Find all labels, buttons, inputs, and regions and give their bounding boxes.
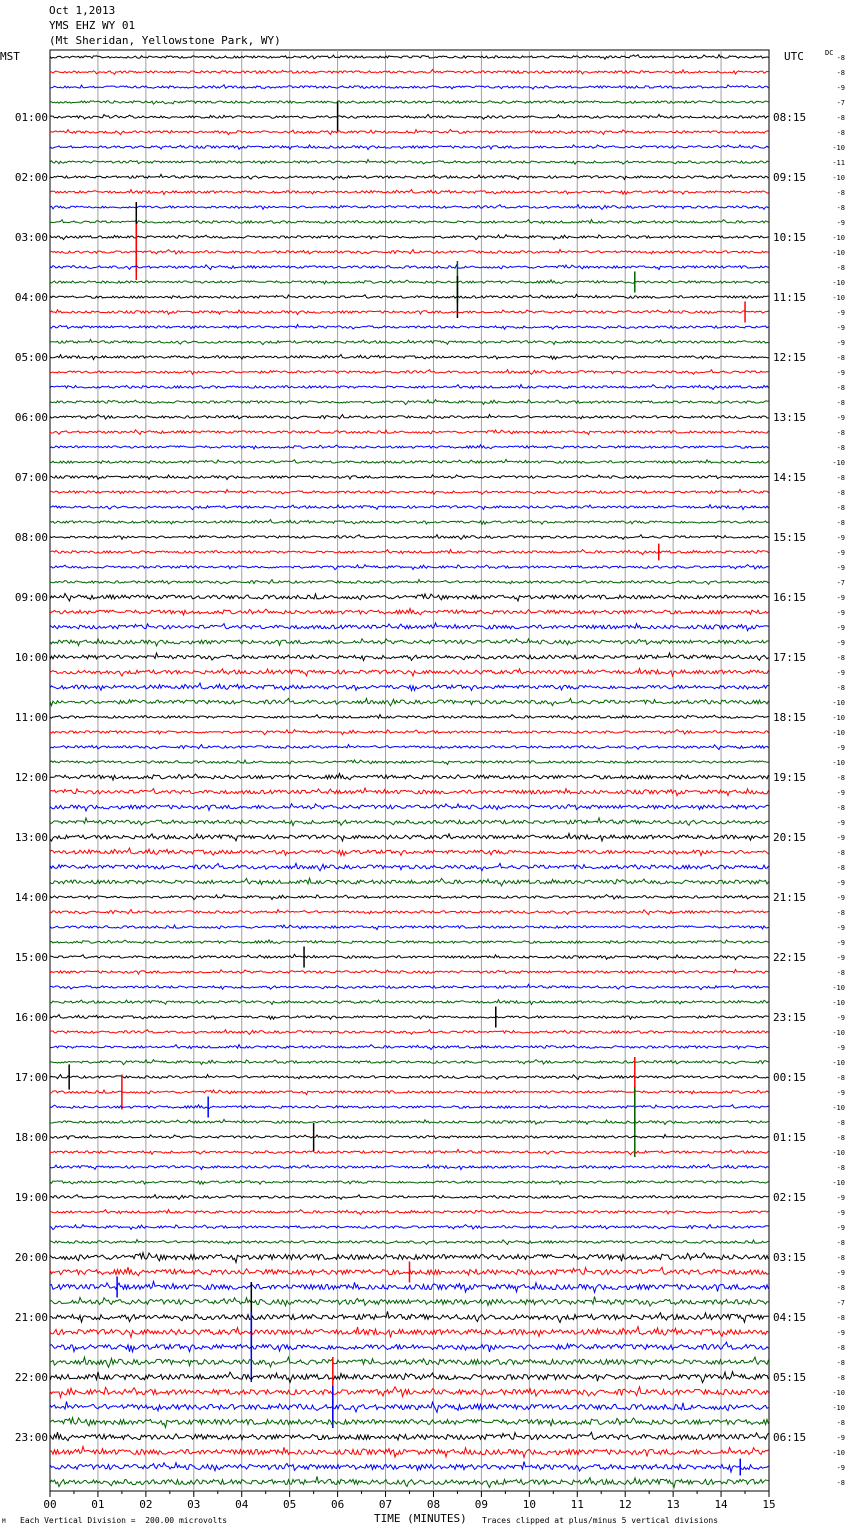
- seismic-trace: [50, 639, 769, 646]
- seismic-trace: [50, 430, 769, 435]
- seismic-trace: [50, 1476, 769, 1487]
- seismic-trace: [50, 1418, 769, 1428]
- dc-offset-label: -10: [832, 294, 845, 302]
- seismic-trace: [50, 1105, 769, 1109]
- seismic-trace: [50, 1195, 769, 1200]
- seismic-trace: [50, 1045, 769, 1050]
- mst-axis-title: MST: [0, 50, 20, 63]
- dc-offset-label: -8: [836, 69, 845, 77]
- dc-offset-label: -8: [836, 54, 845, 62]
- dc-offset-label: -9: [836, 84, 845, 92]
- seismic-trace: [50, 190, 769, 195]
- x-tick-label: 13: [666, 1498, 680, 1511]
- mst-hour-label: 18:00: [14, 1131, 48, 1144]
- dc-offset-label: -7: [836, 579, 845, 587]
- x-tick-label: 14: [714, 1498, 728, 1511]
- seismic-trace: [50, 339, 769, 344]
- dc-offset-label: -8: [836, 684, 845, 692]
- dc-offset-label: -8: [836, 969, 845, 977]
- mst-hour-label: 22:00: [14, 1371, 48, 1384]
- seismic-trace: [50, 970, 769, 975]
- seismic-trace: [50, 475, 769, 480]
- seismic-trace: [50, 294, 769, 298]
- dc-offset-label: -8: [836, 1239, 845, 1247]
- x-tick-label: 15: [762, 1498, 776, 1511]
- dc-offset-label: -7: [836, 99, 845, 107]
- seismic-trace: [50, 668, 769, 676]
- mst-hour-label: 07:00: [14, 471, 48, 484]
- dc-offset-label: -8: [836, 114, 845, 122]
- dc-offset-label: -9: [836, 414, 845, 422]
- dc-offset-label: -8: [836, 804, 845, 812]
- seismic-trace: [50, 1240, 769, 1245]
- dc-offset-label: -10: [832, 459, 845, 467]
- dc-offset-label: -10: [832, 1149, 845, 1157]
- seismic-trace: [50, 1402, 769, 1413]
- x-tick-label: 01: [91, 1498, 105, 1511]
- dc-offset-label: -8: [836, 1344, 845, 1352]
- dc-offset-label: -9: [836, 1089, 845, 1097]
- seismic-trace: [50, 1149, 769, 1154]
- seismic-trace: [50, 1181, 769, 1185]
- dc-offset-label: -9: [836, 939, 845, 947]
- mst-hour-label: 23:00: [14, 1431, 48, 1444]
- seismic-trace: [50, 174, 769, 179]
- seismic-trace: [50, 1253, 769, 1263]
- dc-offset-label: -10: [832, 759, 845, 767]
- mst-hour-label: 08:00: [14, 531, 48, 544]
- seismic-trace: [50, 1342, 769, 1352]
- x-axis-title: TIME (MINUTES): [374, 1512, 467, 1525]
- seismic-trace: [50, 848, 769, 856]
- seismic-trace: [50, 788, 769, 796]
- dc-offset-label: -9: [836, 954, 845, 962]
- dc-offset-label: -10: [832, 144, 845, 152]
- seismic-trace: [50, 535, 769, 540]
- seismic-trace: [50, 1462, 769, 1473]
- location-header: (Mt Sheridan, Yellowstone Park, WY): [49, 34, 281, 47]
- seismic-trace: [50, 954, 769, 959]
- seismic-trace: [50, 774, 769, 781]
- seismic-trace: [50, 85, 769, 89]
- utc-axis-title: UTC: [784, 50, 804, 63]
- dc-offset-label: -9: [836, 324, 845, 332]
- mst-hour-label: 13:00: [14, 831, 48, 844]
- dc-offset-label: -8: [836, 1374, 845, 1382]
- x-tick-label: 08: [426, 1498, 441, 1511]
- mst-hour-label: 20:00: [14, 1251, 48, 1264]
- seismic-trace: [50, 1210, 769, 1215]
- seismic-trace: [50, 1297, 769, 1307]
- dc-offset-label: -8: [836, 204, 845, 212]
- seismic-trace: [50, 609, 769, 616]
- seismic-trace: [50, 925, 769, 930]
- seismic-trace: [50, 310, 769, 315]
- utc-hour-label: 16:15: [773, 591, 807, 604]
- dc-offset-label: -10: [832, 1449, 845, 1457]
- dc-offset-label: -10: [832, 714, 845, 722]
- utc-hour-label: 23:15: [773, 1011, 807, 1024]
- x-tick-label: 02: [139, 1498, 153, 1511]
- seismic-trace: [50, 1357, 769, 1367]
- utc-hour-label: 12:15: [773, 351, 807, 364]
- mst-hour-label: 12:00: [14, 771, 48, 784]
- dc-offset-label: -10: [832, 999, 845, 1007]
- dc-offset-label: -10: [832, 729, 845, 737]
- seismic-trace: [50, 565, 769, 570]
- date-header: Oct 1,2013: [49, 4, 116, 17]
- seismic-trace: [50, 325, 769, 330]
- dc-offset-label: -10: [832, 249, 845, 257]
- seismic-trace: [50, 355, 769, 360]
- dc-offset-label: -9: [836, 339, 845, 347]
- dc-offset-label: -8: [836, 864, 845, 872]
- clip-note: Traces clipped at plus/minus 5 vertical divisions: [482, 1516, 719, 1525]
- dc-offset-label: -8: [836, 264, 845, 272]
- seismic-trace: [50, 878, 769, 886]
- seismic-trace: [50, 160, 769, 165]
- x-tick-label: 00: [43, 1498, 57, 1511]
- dc-offset-label: -10: [832, 1104, 845, 1112]
- mst-hour-label: 21:00: [14, 1311, 48, 1324]
- seismic-trace: [50, 114, 769, 119]
- utc-hour-label: 11:15: [773, 291, 807, 304]
- dc-offset-label: -9: [836, 1329, 845, 1337]
- dc-offset-label: -8: [836, 1314, 845, 1322]
- dc-offset-label: -11: [832, 159, 845, 167]
- dc-offset-label: -9: [836, 1269, 845, 1277]
- seismic-trace: [50, 1327, 769, 1338]
- dc-offset-label: -8: [836, 849, 845, 857]
- dc-offset-label: -8: [836, 1119, 845, 1127]
- seismic-trace: [50, 205, 769, 210]
- x-tick-label: 10: [522, 1498, 536, 1511]
- dc-offset-label: -9: [836, 834, 845, 842]
- seismic-trace: [50, 1119, 769, 1124]
- dc-offset-label: -8: [836, 1419, 845, 1427]
- seismic-trace: [50, 760, 769, 765]
- utc-hour-label: 10:15: [773, 231, 807, 244]
- utc-hour-label: 15:15: [773, 531, 807, 544]
- utc-hour-label: 05:15: [773, 1371, 807, 1384]
- dc-offset-label: -8: [836, 489, 845, 497]
- utc-hour-label: 02:15: [773, 1191, 807, 1204]
- seismic-trace: [50, 745, 769, 750]
- utc-hour-label: 20:15: [773, 831, 807, 844]
- dc-offset-label: -10: [832, 1029, 845, 1037]
- seismic-trace: [50, 804, 769, 811]
- seismic-trace: [50, 385, 769, 390]
- watermark: M: [2, 1518, 6, 1525]
- dc-offset-label: -9: [836, 1209, 845, 1217]
- dc-offset-label: -10: [832, 234, 845, 242]
- scale-note: Each Vertical Division = 200.00 microvolts: [20, 1516, 228, 1525]
- utc-hour-label: 03:15: [773, 1251, 807, 1264]
- utc-hour-label: 01:15: [773, 1131, 807, 1144]
- utc-hour-label: 19:15: [773, 771, 807, 784]
- mst-hour-label: 16:00: [14, 1011, 48, 1024]
- station-header: YMS EHZ WY 01: [49, 19, 136, 32]
- dc-offset-label: -10: [832, 1389, 845, 1397]
- seismic-trace: [50, 250, 769, 255]
- seismic-trace: [50, 1165, 769, 1170]
- dc-offset-label: -8: [836, 399, 845, 407]
- utc-hour-label: 22:15: [773, 951, 807, 964]
- seismic-trace: [50, 55, 769, 60]
- x-tick-label: 07: [378, 1498, 393, 1511]
- x-tick-label: 11: [570, 1498, 584, 1511]
- seismic-trace: [50, 1281, 769, 1292]
- dc-offset-label: -9: [836, 894, 845, 902]
- mst-hour-label: 02:00: [14, 171, 48, 184]
- seismic-trace: [50, 445, 769, 449]
- seismic-trace: [50, 1000, 769, 1005]
- x-tick-label: 06: [330, 1498, 345, 1511]
- dc-offset-label: -8: [836, 504, 845, 512]
- seismic-trace: [50, 220, 769, 224]
- seismic-trace: [50, 623, 769, 631]
- dc-offset-label: -8: [836, 519, 845, 527]
- dc-label: DC: [825, 49, 834, 57]
- seismic-trace: [50, 1060, 769, 1065]
- dc-offset-label: -7: [836, 1299, 845, 1307]
- dc-offset-label: -8: [836, 1074, 845, 1082]
- seismic-trace: [50, 715, 769, 720]
- seismic-trace: [50, 70, 769, 75]
- seismic-trace: [50, 594, 769, 602]
- seismic-trace: [50, 1225, 769, 1230]
- seismic-trace: [50, 1432, 769, 1441]
- mst-hour-label: 14:00: [14, 891, 48, 904]
- seismic-trace: [50, 101, 769, 104]
- utc-hour-label: 00:15: [773, 1071, 807, 1084]
- dc-offset-label: -8: [836, 909, 845, 917]
- dc-offset-label: -9: [836, 924, 845, 932]
- mst-hour-label: 15:00: [14, 951, 48, 964]
- dc-offset-label: -8: [836, 444, 845, 452]
- dc-offset-label: -8: [836, 1359, 845, 1367]
- utc-hour-label: 04:15: [773, 1311, 807, 1324]
- dc-offset-label: -9: [836, 1044, 845, 1052]
- seismic-trace: [50, 1311, 769, 1322]
- seismic-trace: [50, 833, 769, 841]
- mst-hour-label: 01:00: [14, 111, 48, 124]
- utc-hour-label: 14:15: [773, 471, 807, 484]
- dc-offset-label: -8: [836, 1479, 845, 1487]
- seismic-trace: [50, 1372, 769, 1383]
- x-tick-label: 03: [187, 1498, 201, 1511]
- seismic-trace: [50, 520, 769, 525]
- seismic-trace: [50, 940, 769, 944]
- dc-offset-label: -9: [836, 534, 845, 542]
- dc-offset-label: -8: [836, 1164, 845, 1172]
- seismic-trace: [50, 984, 769, 989]
- dc-offset-label: -9: [836, 219, 845, 227]
- seismic-trace: [50, 863, 769, 870]
- mst-hour-label: 17:00: [14, 1071, 48, 1084]
- dc-offset-label: -8: [836, 429, 845, 437]
- dc-offset-label: -9: [836, 744, 845, 752]
- dc-offset-label: -9: [836, 639, 845, 647]
- seismic-trace: [50, 653, 769, 661]
- seismic-trace: [50, 1387, 769, 1398]
- dc-offset-label: -10: [832, 1059, 845, 1067]
- seismic-trace: [50, 698, 769, 705]
- utc-hour-label: 09:15: [773, 171, 807, 184]
- utc-hour-label: 18:15: [773, 711, 807, 724]
- seismic-trace: [50, 415, 769, 420]
- utc-hour-label: 13:15: [773, 411, 807, 424]
- mst-hour-label: 04:00: [14, 291, 48, 304]
- mst-hour-label: 19:00: [14, 1191, 48, 1204]
- dc-offset-label: -8: [836, 1284, 845, 1292]
- seismic-trace: [50, 1015, 769, 1020]
- seismic-trace: [50, 489, 769, 494]
- dc-offset-label: -8: [836, 774, 845, 782]
- dc-offset-label: -10: [832, 699, 845, 707]
- dc-offset-label: -8: [836, 1254, 845, 1262]
- mst-hour-label: 10:00: [14, 651, 48, 664]
- dc-offset-label: -9: [836, 1194, 845, 1202]
- seismic-trace: [50, 370, 769, 375]
- seismic-trace: [50, 730, 769, 735]
- seismic-trace: [50, 895, 769, 900]
- x-tick-label: 04: [235, 1498, 249, 1511]
- dc-offset-label: -10: [832, 984, 845, 992]
- utc-hour-label: 17:15: [773, 651, 807, 664]
- dc-offset-label: -9: [836, 609, 845, 617]
- seismic-trace: [50, 265, 769, 270]
- dc-offset-label: -10: [832, 1404, 845, 1412]
- x-tick-label: 05: [283, 1498, 297, 1511]
- dc-offset-label: -9: [836, 564, 845, 572]
- seismic-trace: [50, 550, 769, 555]
- dc-offset-label: -9: [836, 819, 845, 827]
- mst-hour-label: 11:00: [14, 711, 48, 724]
- mst-hour-label: 06:00: [14, 411, 48, 424]
- utc-hour-label: 21:15: [773, 891, 807, 904]
- seismic-trace: [50, 580, 769, 585]
- dc-offset-label: -9: [836, 1464, 845, 1472]
- dc-offset-label: -8: [836, 654, 845, 662]
- dc-offset-label: -9: [836, 309, 845, 317]
- dc-offset-label: -10: [832, 174, 845, 182]
- dc-offset-label: -9: [836, 549, 845, 557]
- utc-hour-label: 08:15: [773, 111, 807, 124]
- seismic-trace: [50, 505, 769, 510]
- utc-hour-label: 06:15: [773, 1431, 807, 1444]
- seismic-trace: [50, 235, 769, 240]
- mst-hour-label: 03:00: [14, 231, 48, 244]
- x-tick-label: 09: [474, 1498, 489, 1511]
- seismic-trace: [50, 1446, 769, 1457]
- dc-offset-label: -9: [836, 1014, 845, 1022]
- seismic-trace: [50, 145, 769, 150]
- seismic-trace: [50, 910, 769, 915]
- seismic-trace: [50, 1135, 769, 1140]
- dc-offset-label: -8: [836, 1134, 845, 1142]
- dc-offset-label: -9: [836, 1434, 845, 1442]
- seismic-trace: [50, 1030, 769, 1035]
- dc-offset-label: -9: [836, 879, 845, 887]
- seismic-trace: [50, 459, 769, 463]
- dc-offset-label: -8: [836, 129, 845, 137]
- dc-offset-label: -8: [836, 474, 845, 482]
- dc-offset-label: -8: [836, 189, 845, 197]
- dc-offset-label: -9: [836, 369, 845, 377]
- mst-hour-label: 05:00: [14, 351, 48, 364]
- seismic-trace: [50, 1090, 769, 1095]
- dc-offset-label: -10: [832, 1179, 845, 1187]
- seismic-trace: [50, 683, 769, 691]
- seismic-trace: [50, 1075, 769, 1080]
- seismic-trace: [50, 818, 769, 826]
- dc-offset-label: -8: [836, 354, 845, 362]
- dc-offset-label: -10: [832, 279, 845, 287]
- dc-offset-label: -9: [836, 669, 845, 677]
- seismic-trace: [50, 400, 769, 405]
- dc-offset-label: -8: [836, 384, 845, 392]
- mst-hour-label: 09:00: [14, 591, 48, 604]
- x-tick-label: 12: [618, 1498, 632, 1511]
- dc-offset-label: -9: [836, 624, 845, 632]
- seismic-trace: [50, 280, 769, 284]
- dc-offset-label: -9: [836, 1224, 845, 1232]
- seismic-trace: [50, 129, 769, 134]
- dc-offset-label: -9: [836, 789, 845, 797]
- dc-offset-label: -9: [836, 594, 845, 602]
